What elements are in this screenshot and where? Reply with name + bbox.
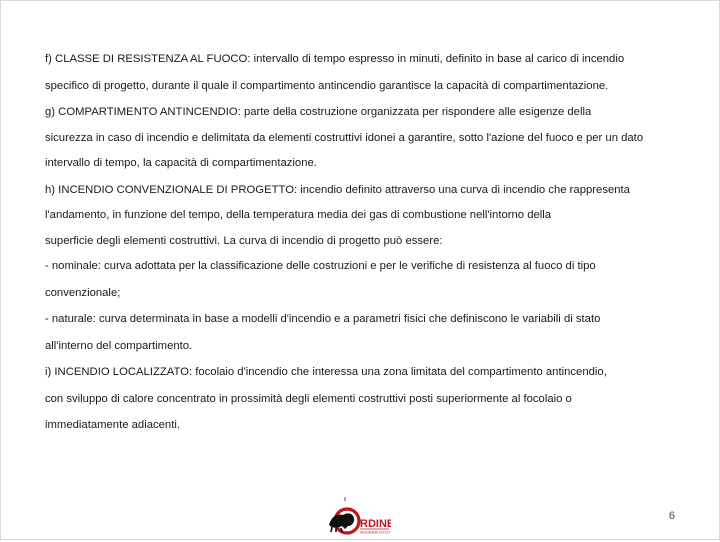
ordine-logo-icon <box>323 495 391 537</box>
page-number: 6 <box>668 510 675 522</box>
text-line-3: g) COMPARTIMENTO ANTINCENDIO: parte della costruzione organizzata per rispondere alle esigenze della <box>45 106 592 118</box>
text-line-6: h) INCENDIO CONVENZIONALE DI PROGETTO: incendio definito attraverso una curva di incendio che rappresenta <box>45 183 630 196</box>
text-line-1: f) CLASSE DI RESISTENZA AL FUOCO: intervallo di tempo espresso in minuti, definito in base al carico di incendio <box>45 53 625 65</box>
logo-subtitle: INGEGNERI LECCO <box>360 530 390 535</box>
text-line-15: immediatamente adiacenti. <box>45 419 181 431</box>
text-line-14: con sviluppo di calore concentrato in prossimità degli elementi costruttivi posti superiormente al focolaio o <box>45 392 572 405</box>
text-line-7: l'andamento, in funzione del tempo, della temperatura media dei gas di combustione nell'intorno della <box>45 209 552 221</box>
text-line-10: convenzionale; <box>45 286 121 299</box>
text-line-9: - nominale: curva adottata per la classificazione delle costruzioni e per le verifiche di resistenza al fuoco di tipo <box>45 260 596 272</box>
text-line-13: i) INCENDIO LOCALIZZATO: focolaio d'incendio che interessa una zona limitata del compartimento antincendio, <box>45 366 607 378</box>
text-line-8: superficie degli elementi costruttivi. La curva di incendio di progetto può essere: <box>45 234 443 247</box>
text-line-4: sicurezza in caso di incendio e delimitata da elementi costruttivi idonei a garantire, sotto l'azione del fuoco e per un dato <box>45 131 644 144</box>
ordine-logo <box>323 495 391 537</box>
logo-wordmark: RDINE <box>360 518 391 530</box>
text-line-2: specifico di progetto, durante il quale il compartimento antincendio garantisce la capacità di compartimentazione. <box>45 79 609 92</box>
text-line-11: - naturale: curva determinata in base a modelli d'incendio e a parametri fisici che definiscono le variabili di stato <box>45 313 601 325</box>
body-text <box>45 53 695 432</box>
text-line-5: intervallo di tempo, la capacità di compartimentazione. <box>45 157 317 169</box>
text-line-12: all'interno del compartimento. <box>45 339 193 352</box>
